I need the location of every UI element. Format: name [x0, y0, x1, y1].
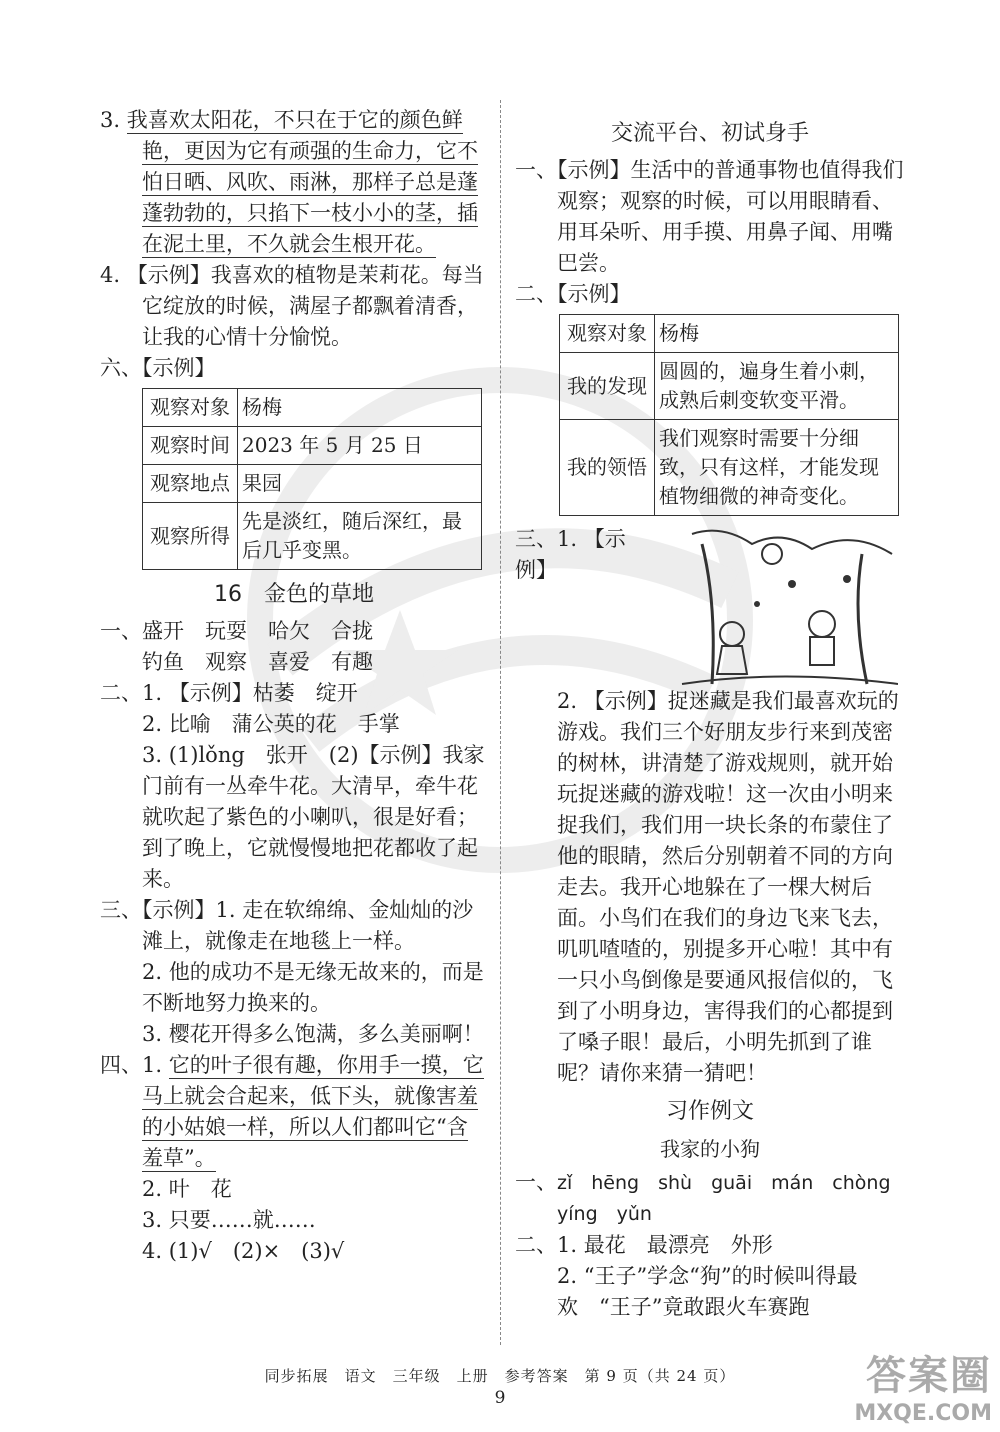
- page-footer: 同步拓展 语文 三年级 上册 参考答案 第 9 页（共 24 页）: [264, 1367, 736, 1385]
- answer-s4-3: 3. 只要……就……: [142, 1208, 316, 1232]
- answer-p1: 一、zǐ hēng shù guāi mán chòng: [515, 1170, 891, 1194]
- table-row: 观察所得 先是淡红，随后深红，最后几乎变黑。: [143, 503, 482, 570]
- answer-s3-2: 2. 他的成功不是无缘无故来的，而是不断地努力换来的。: [142, 960, 484, 1015]
- answer-s4-1: 四、1. 它的叶子很有趣，你用手一摸，它马上就会合起来，低下头，就像害羞的小姑娘一样，所以人们都叫它“含羞草”。: [100, 1053, 484, 1170]
- writing-title: 习作例文: [665, 1099, 754, 1124]
- answer-s3-1: 三、【示例】1. 走在软绵绵、金灿灿的沙滩上，就像走在地毯上一样。: [100, 898, 474, 953]
- section-six-label: 六、【示例】: [100, 356, 216, 380]
- answer-p2-1: 二、1. 最花 最漂亮 外形: [515, 1233, 773, 1257]
- table-row: 观察对象 杨梅: [143, 389, 482, 427]
- watermark-url: MXQE.COM: [854, 1401, 992, 1426]
- observation-table-2: [559, 314, 899, 516]
- table-row: 我的领悟 我们观察时需要十分细致，只有这样，才能发现植物细微的神奇变化。: [560, 420, 899, 516]
- answer-r1: 一、【示例】生活中的普通事物也值得我们观察；观察的时候，可以用眼睛看、用耳朵听、用手摸、用鼻子闻、用嘴巴尝。: [515, 158, 904, 275]
- answer-r3-2: 2. 【示例】捉迷藏是我们最喜欢玩的游戏。我们三个好朋友步行来到茂密的树林，讲清楚了游戏规则，就开始玩捉迷藏的游戏啦！这一次由小明来捉我们，我们用一块长条的布蒙住了他的眼睛，然后分别朝着不同的方向走去。我开心地躲在了一棵大树后面。小鸟们在我们的身边飞来飞去，叽叽喳喳的，别提多开心啦！其中有一只小鸟倒像是要通风报信似的，飞到了小明身边，害得我们的心都提到了嗓子眼！最后，小明先抓到了谁呢？请你来猜一猜吧！: [557, 689, 899, 1085]
- page-number: 9: [494, 1388, 506, 1408]
- answer-r3-1: 三、1. 【示例】: [515, 524, 905, 686]
- observation-table-1: [142, 388, 482, 570]
- answer-r2-label: 二、【示例】: [515, 282, 631, 306]
- answer-s2-1: 二、1. 【示例】枯萎 绽开: [100, 681, 358, 705]
- underlined-answer: 它的叶子很有趣，你用手一摸，它马上就会合起来，低下头，就像害羞的小姑娘一样，所以人们都叫它“含羞草”。: [142, 1053, 484, 1170]
- left-column: [100, 105, 488, 1267]
- answer-p1-line2: yíng yǔn: [557, 1203, 652, 1225]
- children-playing-illustration: [662, 524, 898, 686]
- answer-s2-3: 3. (1)lǒng 张开 (2)【示例】我家门前有一丛牵牛花。大清早，牵牛花就吹起了紫色的小喇叭，很是好看；到了晚上，它就慢慢地把花都收了起来。: [142, 743, 485, 891]
- answer-s3-3: 3. 樱花开得多么饱满，多么美丽啊！: [142, 1022, 484, 1046]
- answer-s2-2: 2. 比喻 蒲公英的花 手掌: [142, 712, 400, 736]
- right-column: [515, 105, 905, 1323]
- answer-q4: 4. 【示例】我喜欢的植物是茉莉花。每当它绽放的时候，满屋子都飘着清香，让我的心情十分愉悦。: [100, 263, 484, 349]
- column-divider: [500, 100, 501, 1345]
- watermark-text: 答案圈: [866, 1353, 992, 1399]
- essay-title: 我家的小狗: [660, 1137, 760, 1161]
- table-row: 观察地点 果园: [143, 465, 482, 503]
- answer-s1-line1: 一、盛开 玩耍 哈欠 合拢: [100, 619, 373, 643]
- answer-s4-4: 4. (1)√ (2)× (3)√: [142, 1239, 345, 1263]
- table-row: 观察时间 2023 年 5 月 25 日: [143, 427, 482, 465]
- answer-q3: 3. 我喜欢太阳花，不只在于它的颜色鲜艳，更因为它有顽强的生命力，它不怕日晒、风吹、雨淋，那样子总是蓬蓬勃勃的，只掐下一枝小小的茎，插在泥土里，不久就会生根开花。: [100, 108, 478, 256]
- table-row: 我的发现 圆圆的，遍身生着小刺，成熟后刺变软变平滑。: [560, 353, 899, 420]
- section-title: 交流平台、初试身手: [610, 121, 809, 146]
- answer-p2-2: 2. “王子”学念“狗”的时候叫得最欢 “王子”竟敢跟火车赛跑: [557, 1264, 858, 1319]
- table-row: 观察对象 杨梅: [560, 315, 899, 353]
- corner-watermark: [854, 1344, 992, 1426]
- answer-s4-2: 2. 叶 花: [142, 1177, 232, 1201]
- underlined-answer: 我喜欢太阳花，不只在于它的颜色鲜艳，更因为它有顽强的生命力，它不怕日晒、风吹、雨淋，那样子总是蓬蓬勃勃的，只掐下一枝小小的茎，插在泥土里，不久就会生根开花。: [126, 108, 478, 256]
- answer-s1-line2: 钓鱼 观察 喜爱 有趣: [142, 650, 373, 674]
- lesson-title: 16 金色的草地: [214, 582, 374, 607]
